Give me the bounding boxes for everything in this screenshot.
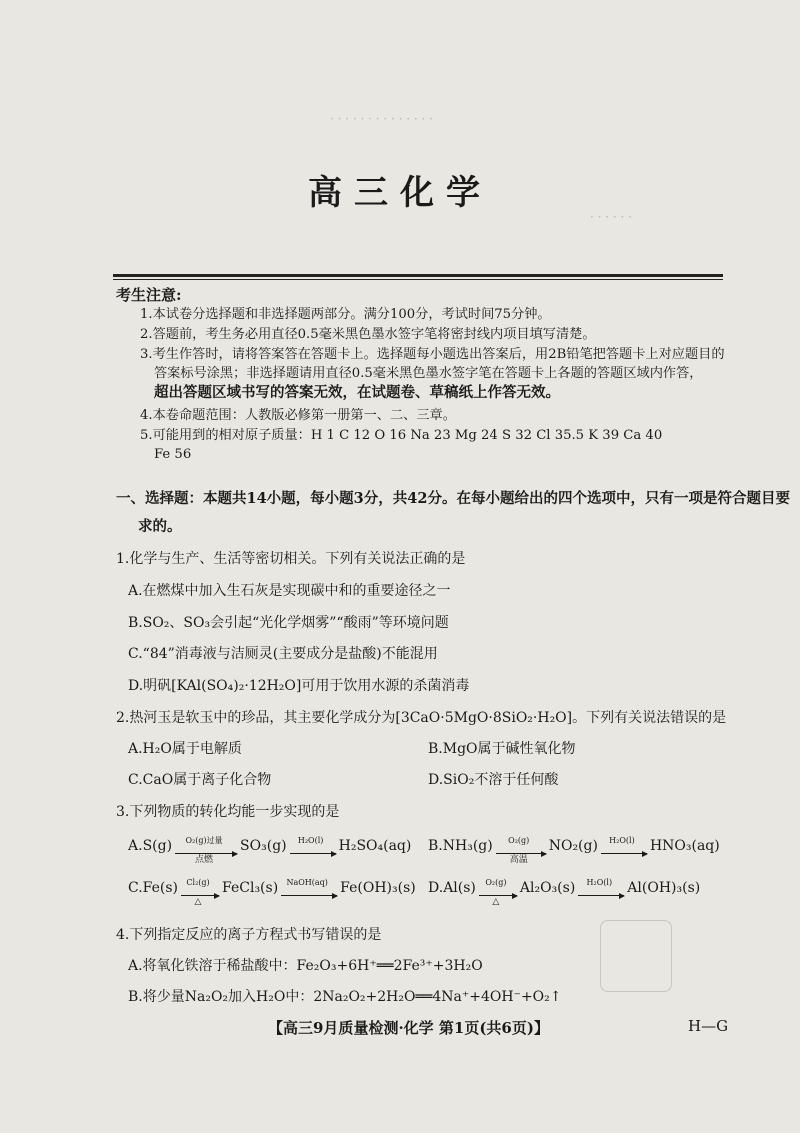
arrow-condition-top: H₂O(l) xyxy=(609,835,635,845)
option-d: D.明矾[KAl(SO₄)₂·12H₂O]可用于饮用水源的杀菌消毒 xyxy=(128,678,470,694)
reaction-arrow xyxy=(175,835,237,865)
option-a xyxy=(128,835,412,865)
notice-heading: 考生注意: xyxy=(116,286,182,304)
divider xyxy=(113,274,723,277)
notice-item: 5.可能用到的相对原子质量：H 1 C 12 O 16 Na 23 Mg 24 S 32 Cl 35.5 K 39 Ca 40 xyxy=(140,428,663,443)
notice-item: Fe 56 xyxy=(154,447,192,462)
option-a: A.在燃煤中加入生石灰是实现碳中和的重要途径之一 xyxy=(128,583,451,599)
page-footer: 【高三9月质量检测·化学 第1页(共6页)】 xyxy=(268,1019,549,1037)
option-d: D.SiO₂不溶于任何酸 xyxy=(428,772,559,788)
reactant: Fe(s) xyxy=(142,880,179,896)
section-heading: 一、选择题：本题共14小题，每小题3分，共42分。在每小题给出的四个选项中，只有一项是符合题目要 xyxy=(116,490,790,507)
arrow-condition-top: H₂O(l) xyxy=(297,835,324,845)
arrow-condition-bottom: △ xyxy=(194,896,202,907)
arrow-condition-bottom: 高温 xyxy=(509,854,528,865)
option-b xyxy=(428,835,720,865)
arrow-condition-top: NaOH(aq) xyxy=(286,877,328,887)
option-b: B.MgO属于碱性氧化物 xyxy=(428,741,576,757)
notice-item-emphasis: 超出答题区域书写的答案无效，在试题卷、草稿纸上作答无效。 xyxy=(154,384,560,401)
bleed-through-figure xyxy=(600,920,672,992)
option-b: B.将少量Na₂O₂加入H₂O中：2Na₂O₂+2H₂O══4Na⁺+4OH⁻+O₂↑ xyxy=(128,989,562,1005)
intermediate: SO₃(g) xyxy=(240,838,287,854)
bleed-through-text: · · · · · · · · · · · · · · xyxy=(330,112,433,126)
option-label: D. xyxy=(428,880,444,896)
reaction-arrow xyxy=(281,877,337,896)
arrow-condition-top: O₂(g) xyxy=(508,835,530,845)
option-b: B.SO₂、SO₃会引起“光化学烟雾”“酸雨”等环境问题 xyxy=(128,615,449,631)
question-stem: 2.热河玉是软玉中的珍品，其主要化学成分为[3CaO·5MgO·8SiO₂·H₂O]。下列有关说法错误的是 xyxy=(116,710,727,726)
option-c: C.CaO属于离子化合物 xyxy=(128,772,272,788)
option-a: A.H₂O属于电解质 xyxy=(128,741,242,757)
option-label: B. xyxy=(428,838,443,854)
bleed-through-text: · · · · · · xyxy=(590,210,632,224)
option-label: C. xyxy=(128,880,143,896)
notice-item: 2.答题前，考生务必用直径0.5毫米黑色墨水签字笔将密封线内项目填写清楚。 xyxy=(140,327,596,342)
page-title: 高三化学 xyxy=(308,173,492,213)
reaction-arrow xyxy=(181,877,219,907)
notice-item: 1.本试卷分选择题和非选择题两部分。满分100分，考试时间75分钟。 xyxy=(140,307,551,322)
product: Al(OH)₃(s) xyxy=(627,880,701,896)
notice-item: 4.本卷命题范围：人教版必修第一册第一、二、三章。 xyxy=(140,408,456,423)
option-label: A. xyxy=(128,838,143,854)
question-stem: 4.下列指定反应的离子方程式书写错误的是 xyxy=(116,927,382,943)
product: H₂SO₄(aq) xyxy=(338,838,412,854)
reaction-arrow xyxy=(290,835,336,854)
option-c: C.“84”消毒液与洁厕灵(主要成分是盐酸)不能混用 xyxy=(128,646,438,662)
reactant: NH₃(g) xyxy=(442,838,493,854)
question-stem: 1.化学与生产、生活等密切相关。下列有关说法正确的是 xyxy=(116,551,466,567)
option-a: A.将氧化铁溶于稀盐酸中：Fe₂O₃+6H⁺══2Fe³⁺+3H₂O xyxy=(128,958,483,974)
intermediate: Al₂O₃(s) xyxy=(519,880,576,896)
option-c xyxy=(128,877,416,907)
reaction-arrow xyxy=(496,835,546,865)
arrow-condition-top: Cl₂(g) xyxy=(186,877,210,887)
reaction-arrow xyxy=(601,835,647,854)
arrow-condition-bottom: △ xyxy=(492,896,500,907)
reactant: S(g) xyxy=(142,838,173,854)
arrow-condition-top: H₂O(l) xyxy=(586,877,613,887)
question-stem: 3.下列物质的转化均能一步实现的是 xyxy=(116,804,340,820)
arrow-condition-top: O₂(g)过量 xyxy=(185,835,223,845)
notice-item: 3.考生作答时，请将答案答在答题卡上。选择题每小题选出答案后，用2B铅笔把答题卡上对应题目的 xyxy=(140,347,725,362)
option-d xyxy=(428,877,701,907)
paper-code: H—G xyxy=(688,1017,729,1035)
notice-item: 答案标号涂黑；非选择题请用直径0.5毫米黑色墨水签字笔在答题卡上各题的答题区域内作答， xyxy=(154,366,703,381)
section-heading-cont: 求的。 xyxy=(138,518,182,535)
reactant: Al(s) xyxy=(443,880,476,896)
arrow-condition-bottom: 点燃 xyxy=(195,854,214,865)
reaction-arrow xyxy=(578,877,624,896)
arrow-condition-top: O₂(g) xyxy=(485,877,507,887)
intermediate: NO₂(g) xyxy=(548,838,598,854)
product: Fe(OH)₃(s) xyxy=(340,880,416,896)
product: HNO₃(aq) xyxy=(649,838,720,854)
reaction-arrow xyxy=(479,877,517,907)
intermediate: FeCl₃(s) xyxy=(222,880,279,896)
divider xyxy=(113,279,723,280)
